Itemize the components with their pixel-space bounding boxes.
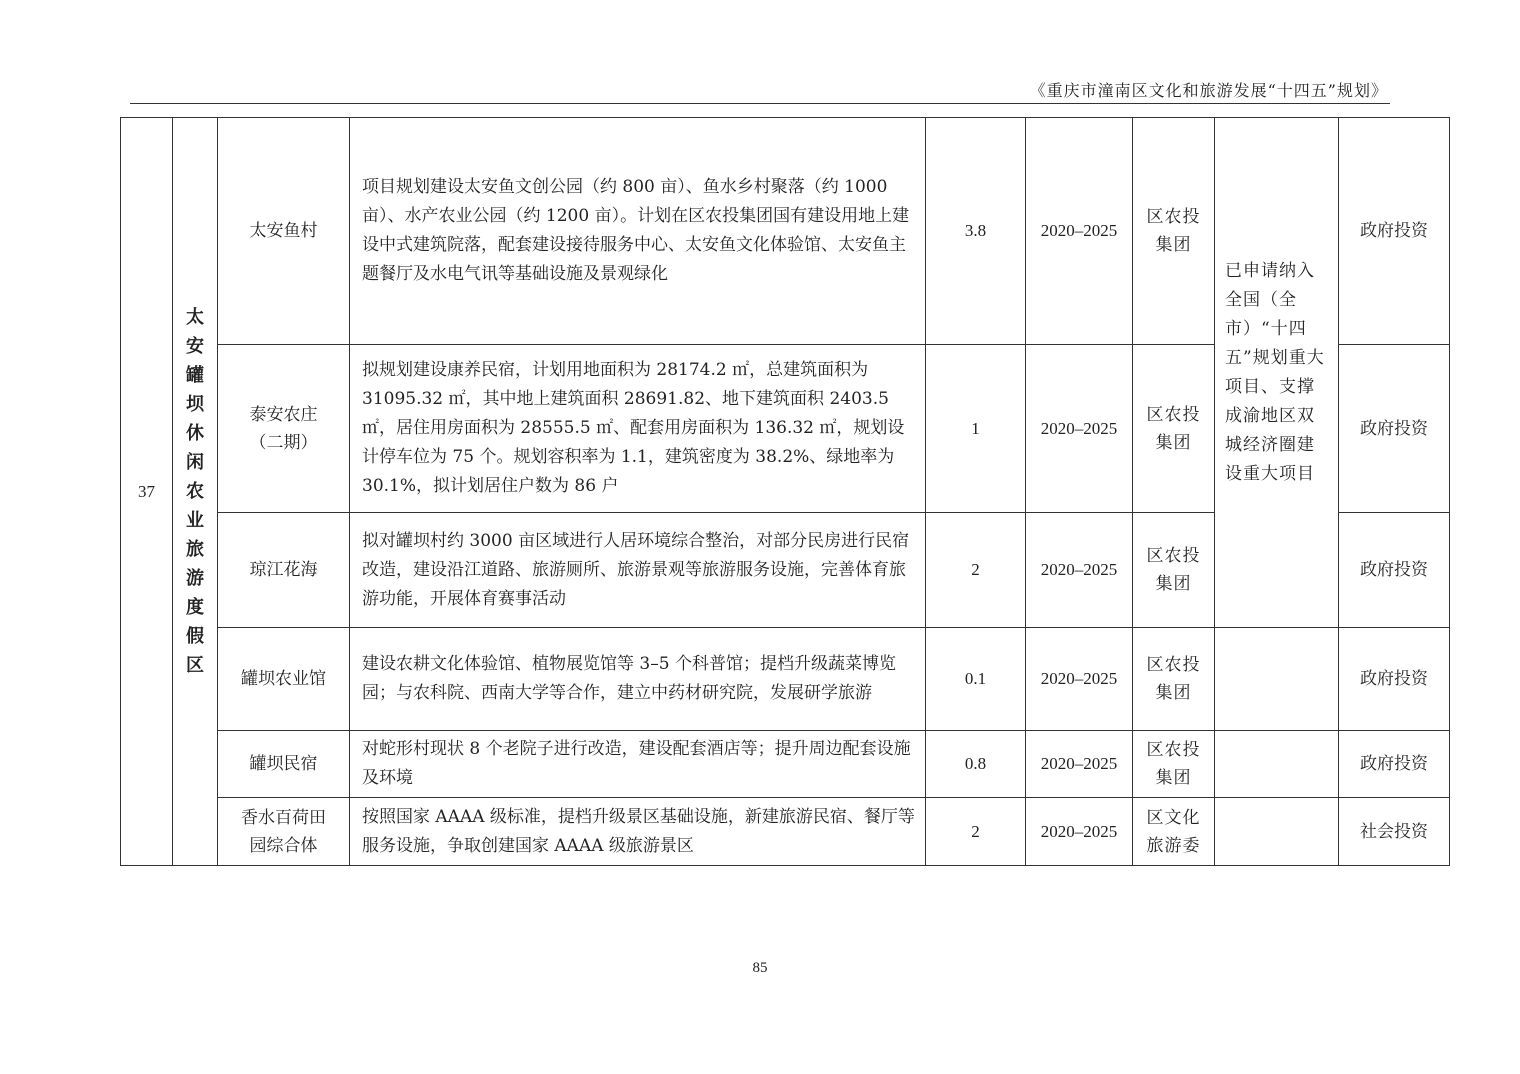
dept-label: 区农投集团 <box>1146 655 1201 703</box>
project-description: 建设农耕文化体验馆、植物展览馆等 3–5 个科普馆；提档升级蔬菜博览园；与农科院、西南大学等合作，建立中药材研究院，发展研学旅游 <box>350 628 926 731</box>
dept-label: 区文化旅游委 <box>1146 807 1201 856</box>
funding-type: 社会投资 <box>1339 798 1450 866</box>
investment-amount: 1 <box>926 345 1026 513</box>
investment-amount: 2 <box>926 513 1026 628</box>
responsible-dept <box>1133 345 1215 513</box>
dept-label: 区农投集团 <box>1146 546 1201 594</box>
responsible-dept <box>1133 731 1215 798</box>
project-name: 泰安农庄（二期） <box>218 345 350 513</box>
empty-note-cell <box>1215 798 1339 866</box>
funding-type: 政府投资 <box>1339 628 1450 731</box>
investment-amount: 0.1 <box>926 628 1026 731</box>
project-description: 按照国家 AAAA 级标准，提档升级景区基础设施，新建旅游民宿、餐厅等服务设施，争取创建国家 AAAA 级旅游景区 <box>350 798 926 866</box>
project-name: 琼江花海 <box>218 513 350 628</box>
construction-period: 2020–2025 <box>1026 798 1133 866</box>
table-row <box>121 628 1450 731</box>
funding-type: 政府投资 <box>1339 118 1450 345</box>
empty-note-cell <box>1215 731 1339 798</box>
responsible-dept <box>1133 798 1215 866</box>
investment-amount: 0.8 <box>926 731 1026 798</box>
project-name: 香水百荷田园综合体 <box>218 798 350 866</box>
document-header-title: 《重庆市潼南区文化和旅游发展“十四五”规划》 <box>1029 81 1388 100</box>
funding-type: 政府投资 <box>1339 345 1450 513</box>
construction-period: 2020–2025 <box>1026 628 1133 731</box>
zone-name: 太 安 罐 坝 休 闲 农 业 旅 游 度 假 区 <box>173 118 218 866</box>
project-description: 对蛇形村现状 8 个老院子进行改造，建设配套酒店等；提升周边配套设施及环境 <box>350 731 926 798</box>
table-row <box>121 118 1450 345</box>
responsible-dept <box>1133 118 1215 345</box>
responsible-dept <box>1133 513 1215 628</box>
shared-note: 已申请纳入全国（全市）“十四五”规划重大项目、支撑成渝地区双城经济圈建设重大项目 <box>1215 118 1339 628</box>
dept-label: 区农投集团 <box>1146 207 1201 255</box>
project-name: 罐坝民宿 <box>218 731 350 798</box>
dept-label: 区农投集团 <box>1146 404 1201 453</box>
construction-period: 2020–2025 <box>1026 118 1133 345</box>
project-description: 项目规划建设太安鱼文创公园（约 800 亩）、鱼水乡村聚落（约 1000 亩）、水产农业公园（约 1200 亩）。计划在区农投集团国有建设用地上建设中式建筑院落，配套建设接待服务中心、太安鱼文化体验馆、太安鱼主题餐厅及水电气讯等基础设施及景观绿化 <box>350 118 926 345</box>
project-name: 罐坝农业馆 <box>218 628 350 731</box>
responsible-dept <box>1133 628 1215 731</box>
construction-period: 2020–2025 <box>1026 731 1133 798</box>
construction-period: 2020–2025 <box>1026 513 1133 628</box>
construction-period: 2020–2025 <box>1026 345 1133 513</box>
funding-type: 政府投资 <box>1339 513 1450 628</box>
page-number: 85 <box>752 960 768 976</box>
investment-amount: 3.8 <box>926 118 1026 345</box>
header-rule <box>130 103 1390 104</box>
investment-amount: 2 <box>926 798 1026 866</box>
empty-note-cell <box>1215 628 1339 731</box>
table-row <box>121 731 1450 798</box>
project-description: 拟规划建设康养民宿，计划用地面积为 28174.2 ㎡，总建筑面积为 31095.32 ㎡，其中地上建筑面积 28691.82、地下建筑面积 2403.5 ㎡，居住用房面积为 28555.5 ㎡、配套用房面积为 136.32 ㎡，规划设计停车位为 75 个。规划容积率为 1.1，建筑密度为 38.2%、绿地率为 30.1%，拟计划居住户数为 86 户 <box>350 345 926 513</box>
dept-label: 区农投集团 <box>1146 740 1201 788</box>
table-row <box>121 798 1450 866</box>
project-name: 太安鱼村 <box>218 118 350 345</box>
funding-type: 政府投资 <box>1339 731 1450 798</box>
group-index: 37 <box>121 118 173 866</box>
project-description: 拟对罐坝村约 3000 亩区域进行人居环境综合整治，对部分民房进行民宿改造，建设沿江道路、旅游厕所、旅游景观等旅游服务设施，完善体育旅游功能，开展体育赛事活动 <box>350 513 926 628</box>
project-table <box>120 117 1450 866</box>
